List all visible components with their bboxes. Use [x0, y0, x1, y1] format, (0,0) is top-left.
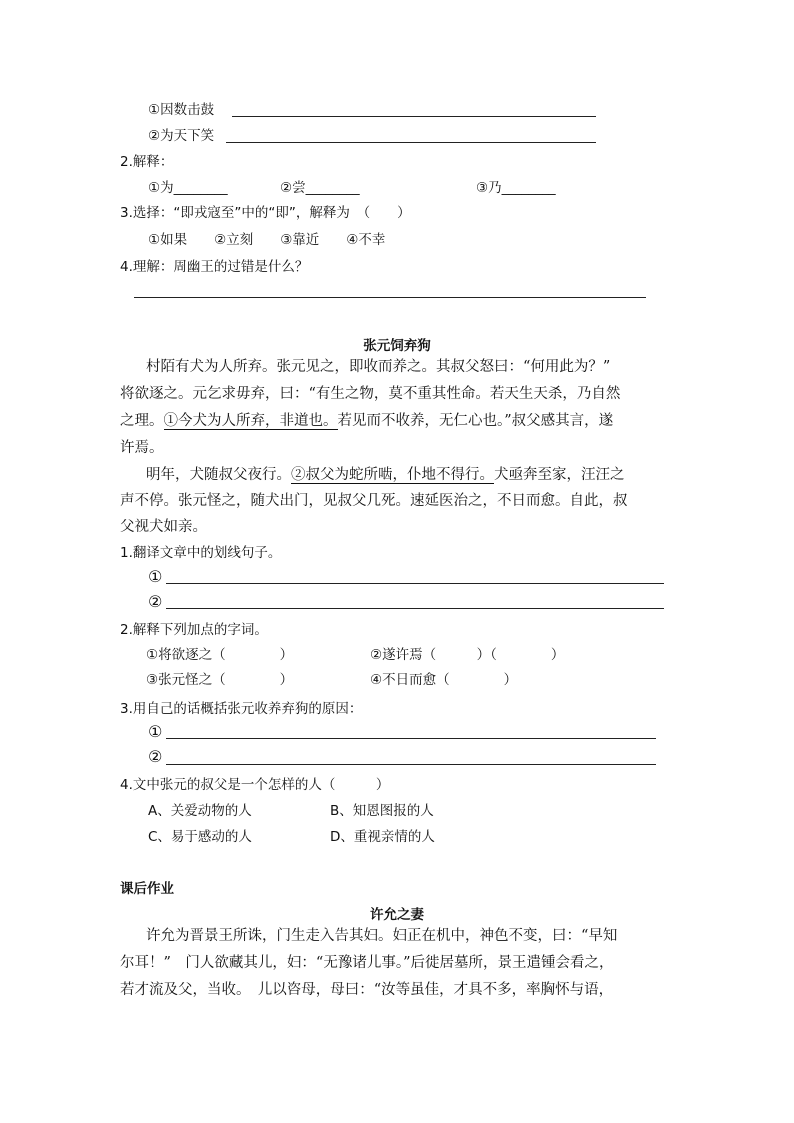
- q2-title: 2.解释：: [120, 154, 174, 170]
- story1-p1-line3-a: 之理。: [120, 413, 164, 429]
- q3-options: ①如果 ②立刻 ③靠近 ④不幸: [148, 232, 386, 248]
- q1-item1-answer-line[interactable]: [232, 116, 596, 117]
- s2-q4-option-d[interactable]: D、重视亲情的人: [330, 829, 435, 845]
- s2-q1-answer-line2[interactable]: [166, 608, 664, 609]
- s2-q2-title: 2.解释下列加点的字词。: [120, 622, 268, 638]
- homework-line1: 许允为晋景王所诛，门生走入告其妇。妇正在机中，神色不变，曰：“早知: [146, 928, 618, 944]
- s2-q1-title: 1.翻译文章中的划线句子。: [120, 545, 282, 561]
- q1-item2-label: ②为天下笑: [148, 128, 215, 144]
- q1-item1-label: ①因数击鼓: [148, 102, 215, 118]
- story1-p1-line1: 村陌有犬为人所弃。张元见之，即收而养之。其叔父怒曰：“何用此为？”: [146, 359, 611, 375]
- s2-q2-item-b[interactable]: ②遂许焉（ ）（ ）: [370, 647, 565, 663]
- story1-p1-line3-b: 若见而不收养，无仁心也。”叔父感其言，遂: [337, 413, 614, 429]
- story1-p1-line2: 将欲逐之。元乞求毋弃，曰：“有生之物，莫不重其性命。若天生天杀，乃自然: [120, 386, 621, 402]
- s2-q1-mark1: ①: [148, 567, 163, 586]
- q2-item-c[interactable]: ③乃________: [476, 180, 556, 196]
- story1-title: 张元饲弃狗: [363, 338, 431, 354]
- s2-q4-option-a[interactable]: A、关爱动物的人: [148, 803, 252, 819]
- s2-q4-option-c[interactable]: C、易于感动的人: [148, 829, 252, 845]
- q4-answer-line[interactable]: [134, 297, 646, 298]
- q2-item-b[interactable]: ②尝________: [280, 180, 360, 196]
- s2-q1-answer-line1[interactable]: [166, 583, 664, 584]
- s2-q4-option-b[interactable]: B、知恩图报的人: [330, 803, 434, 819]
- underlined-sentence-2: ②叔父为蛇所啮，仆地不得行。: [291, 467, 494, 483]
- story1-p2-line1: [146, 466, 625, 484]
- homework-title: 许允之妻: [370, 907, 424, 923]
- homework-heading: 课后作业: [120, 881, 174, 897]
- s2-q2-item-a[interactable]: ①将欲逐之（ ）: [146, 647, 294, 663]
- story1-p2-line3: 父视犬如亲。: [120, 519, 207, 535]
- story1-p2-line1-a: 明年，犬随叔父夜行。: [146, 467, 291, 483]
- s2-q3-answer-line1[interactable]: [166, 738, 656, 739]
- story1-p2-line2: 声不停。张元怪之，随犬出门，见叔父几死。速延医治之，不日而愈。自此，叔: [120, 493, 628, 509]
- s2-q3-title: 3.用自己的话概括张元收养弃狗的原因：: [120, 701, 363, 717]
- s2-q4-title: 4.文中张元的叔父是一个怎样的人（ ）: [120, 777, 390, 793]
- homework-line2: 尔耳！” 门人欲藏其儿，妇：“无豫诸儿事。”后徙居墓所，景王遣锺会看之，: [120, 955, 614, 971]
- q2-item-a[interactable]: ①为________: [148, 180, 228, 196]
- s2-q3-mark2: ②: [148, 747, 163, 766]
- underlined-sentence-1: ①今犬为人所弃，非道也。: [163, 413, 338, 429]
- s2-q1-mark2: ②: [148, 592, 163, 611]
- story1-p2-line1-b: 犬亟奔至家，汪汪之: [494, 467, 625, 483]
- s2-q3-answer-line2[interactable]: [166, 764, 656, 765]
- q3-title: 3.选择：“即戎寇至”中的“即”，解释为 （ ）: [120, 205, 411, 221]
- s2-q2-item-c[interactable]: ③张元怪之（ ）: [146, 672, 294, 688]
- homework-line3: 若才流及父，当收。 儿以咨母，母曰：“汝等虽佳，才具不多，率胸怀与语，: [120, 982, 614, 998]
- q4-title: 4.理解：周幽王的过错是什么？: [120, 259, 309, 275]
- s2-q3-mark1: ①: [148, 722, 163, 741]
- story1-p1-line4: 许焉。: [120, 440, 164, 456]
- s2-q2-item-d[interactable]: ④不日而愈（ ）: [370, 672, 518, 688]
- story1-p1-line3: [120, 412, 613, 430]
- q1-item2-answer-line[interactable]: [226, 142, 596, 143]
